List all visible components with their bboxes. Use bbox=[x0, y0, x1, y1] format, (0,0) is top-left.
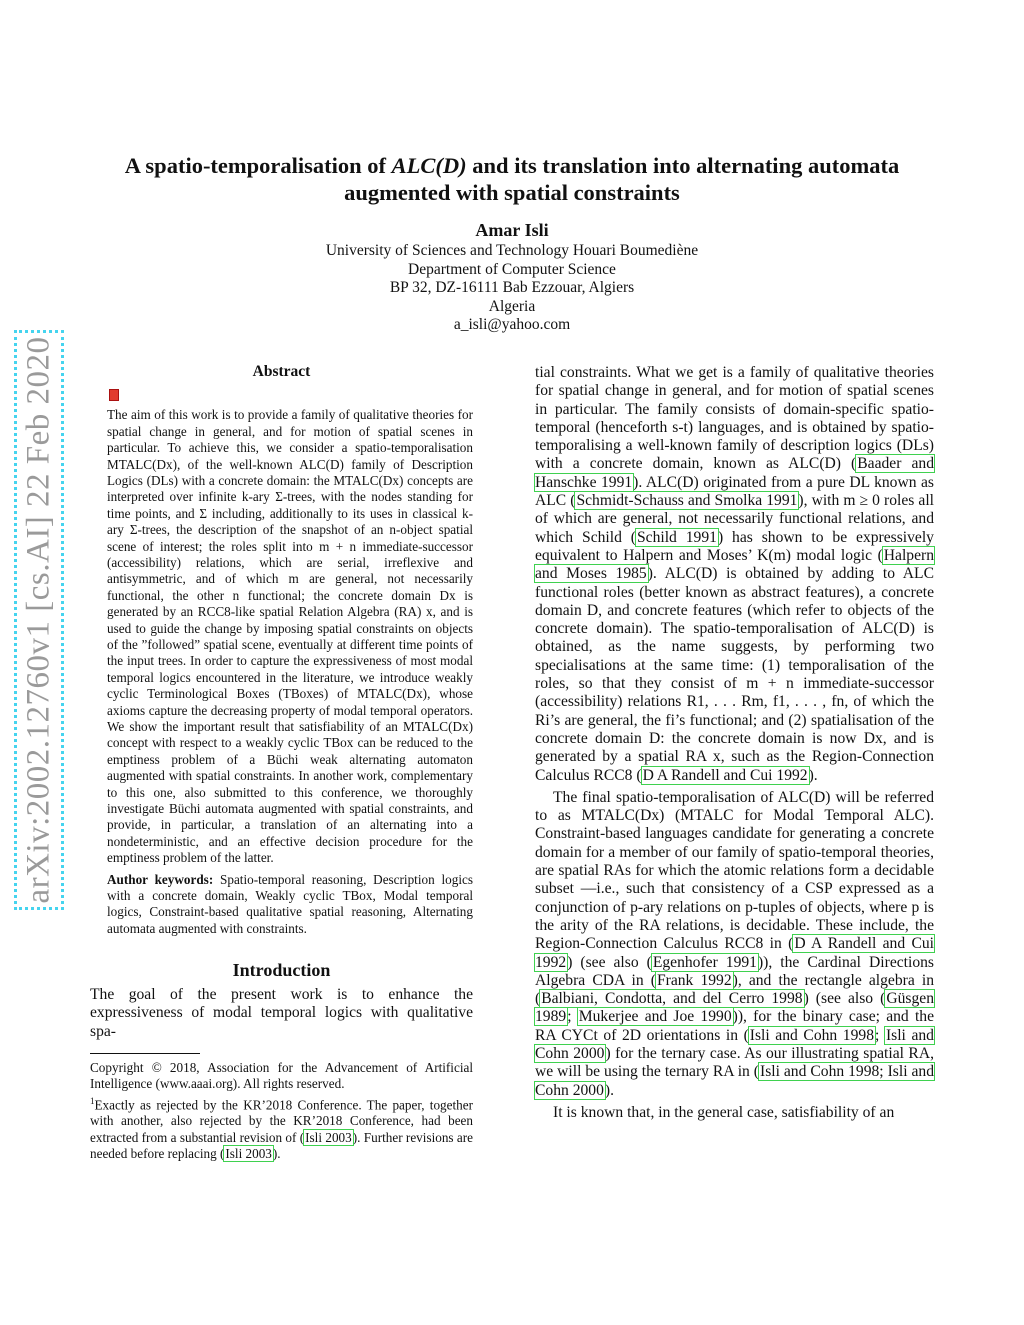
body-text: ) (see also ( bbox=[803, 990, 886, 1008]
keywords-label: Author keywords: bbox=[107, 871, 214, 887]
citation-link[interactable]: Güsgen 1989 bbox=[535, 990, 934, 1026]
intro-text: The goal of the present work is to enhance the expressiveness of modal temporal logics with qualitative spa- bbox=[90, 985, 473, 1040]
footnote-rule bbox=[90, 1053, 200, 1054]
citation-link[interactable]: Halpern and Moses 1985 bbox=[535, 546, 934, 583]
intro-paragraph-3: It is known that, in the general case, satisfiability of an bbox=[553, 1103, 895, 1121]
arxiv-stamp[interactable] bbox=[14, 330, 64, 910]
title-text: A spatio-temporalisation of bbox=[124, 153, 392, 178]
abstract-body: The aim of this work is to provide a family of qualitative theories for spatial change in general, and for motion of spatial scenes in particular. To achieve this, we consider a spatio-temporalisation MTALC(Dx), of the well-known ALC(D) family of Description Logics (DLs) with a concrete domain: the MTALC(Dx) concepts are interpreted over infinite k-ary Σ-trees, with the nodes standing for time points, and Σ including, additionally to its uses in classical k-ary Σ-trees, the description of the snapshot of an n-object spatial scene of interest; the roles split into m + n immediate-successor (accessibility) relations, which are serial, irreflexive and antisymmetric, and of which m are general, not necessarily functional, the other n functional; the concrete domain Dx is generated by an RCC8-like spatial Relation Algebra (RA) x, and is used to guide the change by imposing spatial constraints on objects of the ”followed” spatial scene, eventually at different time points of the input trees. In order to capture the expressiveness of most modal temporal logics encountered in the literature, we introduce weakly cyclic Terminological Boxes (TBoxes) of MTALC(Dx), whose axioms capture the decreasing property of modal temporal operators. We show the important result that satisfiability of an MTALC(Dx) concept with respect to a weakly cyclic TBox can be reduced to the emptiness problem of a Büchi weak alternating automaton augmented with spatial constraints. In another work, complementary to this one, also submitted to this conference, we thoroughly investigate Büchi automata augmented with spatial constraints, and provide, in particular, a translation of an alternating into a nondeterministic, and an effective decision procedure for the emptiness problem of the latter. bbox=[107, 407, 473, 866]
citation-link[interactable]: Egenhofer 1991 bbox=[652, 953, 757, 971]
body-text: ) (see also ( bbox=[567, 953, 652, 971]
body-text: tial constraints. What we get is a family of qualitative theories for spatial change in general, and for motion of spatial scenes in particular. The family consists of domain-specific spatio-temporal (henceforth s-t) languages, and is obtained by spatio-temporalising a well-known family of description logics (DLs) with a concrete domain, known as ALC(D) ( bbox=[535, 364, 934, 473]
affiliation-university: University of Sciences and Technology Houari Boumediène bbox=[325, 242, 699, 259]
keywords bbox=[107, 872, 473, 938]
author-email[interactable]: a_isli@yahoo.com bbox=[453, 316, 571, 333]
citation-link[interactable]: Frank 1992 bbox=[656, 971, 732, 989]
footnote-marker-icon[interactable] bbox=[109, 389, 119, 401]
body-text: ) has shown to be expressively equivalent to Halpern and Moses’ K(m) modal logic ( bbox=[535, 528, 934, 564]
footnote-text: ). bbox=[272, 1145, 281, 1161]
abstract bbox=[107, 389, 473, 937]
citation-link[interactable]: Isli and Cohn 1998 bbox=[749, 1026, 874, 1044]
footnote-mark: 1 bbox=[90, 1095, 95, 1106]
body-text: ). ALC(D) originated from a pure DL known as ALC ( bbox=[535, 473, 934, 510]
citation-link[interactable]: Isli and Cohn 1998; Isli and Cohn 2000 bbox=[535, 1063, 935, 1099]
paper-title bbox=[60, 152, 964, 206]
citation-link[interactable]: Mukerjee and Joe 1990 bbox=[578, 1008, 732, 1026]
keywords-text: Spatio-temporal reasoning, Description logics with a concrete domain, Weakly cyclic TBox, Modal temporal logics, Constraint-based qualitative spatial reasoning, Alternating automata augmented with constraints. bbox=[107, 871, 474, 936]
citation-link[interactable]: D A Randell and Cui 1992 bbox=[535, 935, 934, 971]
citation-link[interactable]: Baader and Hanschke 1991 bbox=[535, 455, 934, 491]
intro-heading: Introduction bbox=[232, 960, 331, 981]
copyright-note: Copyright © 2018, Association for the Advancement of Artificial Intelligence (www.aaai.org). All rights reserved. bbox=[90, 1060, 473, 1092]
body-text: ), with m ≥ 0 roles all of which are general, not necessarily functional relations, and which Schild ( bbox=[535, 492, 935, 546]
citation-link[interactable]: Isli 2003 bbox=[225, 1145, 272, 1161]
body-text: )), for the binary case; and the RA CYCt of 2D orientations in ( bbox=[535, 1008, 934, 1044]
intro-paragraph-1 bbox=[535, 364, 934, 785]
arxiv-stamp-text: arXiv:2002.12760v1 [cs.AI] 22 Feb 2020 bbox=[20, 336, 57, 904]
body-text: ) for the ternary case. As our illustrating spatial RA, we will be using the ternary RA in ( bbox=[535, 1044, 934, 1081]
body-text: ). ALC(D) is obtained by adding to ALC functional roles (better known as abstract features), a concrete domain D, and concrete features (which refer to objects of the concrete domain). The spatio-temporalisation of ALC(D) is obtained, as the name suggests, by performing two specialisations at the same time: (1) temporalisation of the roles, so that they consist of m + n immediate-successor (accessibility) relations R1, . . . Rm, f1, . . . , fn, of which the Ri’s are general, the fi’s functional; and (2) spatialisation of the concrete domain D: the concrete domain is now Dx, and is generated by a spatial RA x, such as the Region-Connection Calculus RCC8 ( bbox=[535, 565, 934, 784]
citation-link[interactable]: Isli and Cohn 2000 bbox=[535, 1026, 934, 1062]
body-text: )), the Cardinal Directions Algebra CDA in ( bbox=[535, 953, 934, 989]
body-text: ), and the rectangle algebra in ( bbox=[535, 971, 934, 1008]
affiliation-address: BP 32, DZ-16111 Bab Ezzouar, Algiers bbox=[389, 279, 635, 296]
title-math: ALC(D) bbox=[391, 153, 467, 178]
title-text-cont: and its translation into alternating automata bbox=[466, 153, 900, 178]
affiliation-department: Department of Computer Science bbox=[408, 260, 616, 278]
footnote bbox=[90, 1093, 473, 1163]
body-text: ). bbox=[808, 766, 818, 784]
citation-link[interactable]: D A Randell and Cui 1992 bbox=[642, 766, 808, 784]
citation-link[interactable]: Balbiani, Condotta, and del Cerro 1998 bbox=[541, 990, 803, 1008]
body-text: The final spatio-temporalisation of ALC(D) will be referred to as MTALC(Dx) (MTALC for Modal Temporal ALC). Constraint-based languages candidate for generating a concrete domain for a member of our family of spatio-temporal theories, are spatial RAs for which the atomic relations form a decidable subset —i.e., such that consistency of a CSP expressed as a conjunction of p-ary relations on p-tuples of objects, where p is the arity of the RA relations, is decidable. These include, the Region-Connection Calculus RCC8 in ( bbox=[535, 788, 934, 953]
citation-link[interactable]: Isli 2003 bbox=[305, 1129, 352, 1145]
body-text: ). bbox=[604, 1081, 614, 1099]
footnote-text: Exactly as rejected by the KR’2018 Conference. The paper, together with another, also rejected by the KR’2018 Conference, had been extracted from a substantial revision of ( bbox=[90, 1097, 473, 1145]
affiliation bbox=[0, 242, 1024, 335]
body-text: ; bbox=[567, 1008, 578, 1026]
left-column bbox=[90, 363, 473, 1162]
author-name: Amar Isli bbox=[475, 220, 549, 240]
citation-link[interactable]: Schmidt-Schauss and Smolka 1991 bbox=[576, 492, 798, 510]
abstract-heading: Abstract bbox=[252, 363, 311, 380]
footnote-text: ). Further revisions are needed before replacing ( bbox=[90, 1129, 473, 1161]
citation-link[interactable]: Schild 1991 bbox=[636, 528, 717, 546]
affiliation-country: Algeria bbox=[488, 297, 536, 315]
body-text: ; bbox=[875, 1026, 885, 1044]
intro-paragraph-2 bbox=[535, 789, 934, 1100]
title-line-2: augmented with spatial constraints bbox=[344, 180, 680, 205]
right-column bbox=[535, 364, 934, 1122]
